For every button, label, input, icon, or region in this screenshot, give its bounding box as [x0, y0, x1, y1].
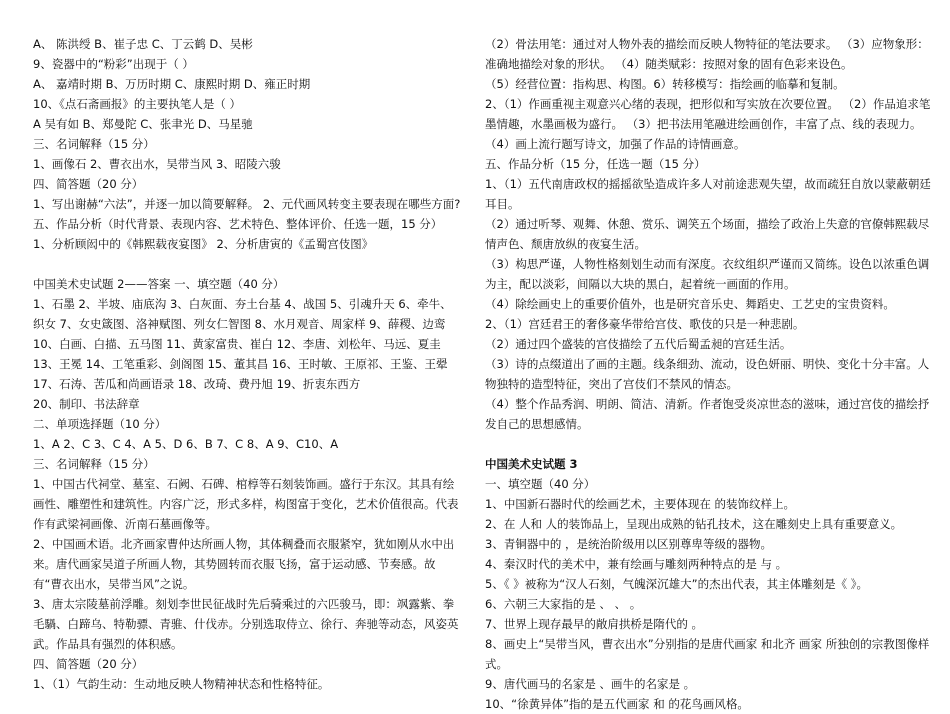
text-line: 1、画像石 2、曹衣出水，吴带当风 3、昭陵六骏	[33, 157, 281, 171]
spacer	[485, 434, 940, 454]
text-line: 1、中国新石器时代的绘画艺术，主要体现在 的装饰纹样上。	[485, 497, 795, 511]
text-line: 2、（1）作画重视主观意兴心绪的表现，把形似和写实放在次要位置。 （2）作品追求笔墨情趣，水墨画极为盛行。 （3）把书法用笔融进绘画创作，丰富了点、线的表现力。	[485, 97, 931, 131]
section-heading: 三、名词解释（15 分）	[33, 457, 155, 471]
text-line: 1、分析顾闳中的《韩熙载夜宴图》 2、分析唐寅的《孟蜀宫伎图》	[33, 237, 374, 251]
answer-title: 中国美术史试题 2——答案 一、填空题（40 分）	[33, 277, 285, 291]
text-line: （4）整个作品秀润、明朗、简洁、清新。作者饱受炎凉世态的滋味，通过宫伎的描绘抒发自己的思想感情。	[485, 397, 930, 431]
section-heading: 一、填空题（40 分）	[485, 477, 596, 491]
text-line: 1、（1）五代南唐政权的摇摇欲坠造成许多人对前途悲观失望，故而疏狂自放以蒙蔽朝廷耳目。	[485, 177, 931, 211]
exam-title: 中国美术史试题 3	[485, 457, 578, 471]
section-heading: 二、单项选择题（10 分）	[33, 417, 167, 431]
text-line: （5）经营位置：指构思、构图。6）转移模写：指绘画的临摹和复制。	[485, 77, 845, 91]
text-line: 1、写出谢赫“六法”，并逐一加以简要解释。 2、元代画风转变主要表现在哪些方面?	[33, 197, 461, 211]
text-line: （2）骨法用笔：通过对人物外表的描绘而反映人物特征的笔法要求。 （3）应物象形：准确地描绘对象的形状。 （4）随类赋彩：按照对象的固有色彩来设色。	[485, 37, 929, 71]
text-line: 1、中国古代祠堂、墓室、石阙、石碑、棺椁等石刻装饰画。盛行于东汉。其具有绘画性、雕塑性和建筑性。内容广泛，形式多样，构图富于变化，艺术价值很高。代表作有武梁祠画像、沂南石墓画像等。	[33, 477, 459, 531]
text-line: （3）构思严谨，人物性格刻划生动而有深度。衣纹组织严谨而又简练。设色以浓重色调为主，配以淡彩，间隔以大块的黑白，起着统一画面的作用。	[485, 257, 930, 291]
text-line: 17、石涛、苦瓜和尚画语录 18、改琦、费丹旭 19、折衷东西方	[33, 377, 361, 391]
section-heading: 三、名词解释（15 分）	[33, 137, 155, 151]
text-line: A、 陈洪绶 B、崔子忠 C、丁云鹤 D、吴彬	[33, 37, 253, 51]
right-column	[485, 34, 940, 714]
text-line: 20、制印、书法辞章	[33, 397, 140, 411]
text-line: 4、秦汉时代的美术中，兼有绘画与雕刻两种特点的是 与 。	[485, 557, 788, 571]
text-line: （2）通过听琴、观舞、休憩、赏乐、调笑五个场面，描绘了政治上失意的官僚韩熙载尽情声色、颓唐放纵的夜宴生活。	[485, 217, 930, 251]
text-line: 7、世界上现存最早的敞肩拱桥是隋代的 。	[485, 617, 703, 631]
text-line: 10、《点石斋画报》的主要执笔人是（ ）	[33, 97, 242, 111]
text-line: （4）除绘画史上的重要价值外，也是研究音乐史、舞蹈史、工艺史的宝贵资料。	[485, 297, 895, 311]
text-line: 1、石墨 2、半坡、庙底沟 3、白灰面、夯土台基 4、战国 5、引魂升天 6、牵牛、织女 7、女史箴图、洛神赋图、列女仁智图 8、水月观音、周家样 9、薛稷、边鸾	[33, 297, 452, 331]
text-line: 8、画史上“吴带当风，曹衣出水”分别指的是唐代画家 和北齐 画家 所独创的宗教图像样式。	[485, 637, 930, 671]
spacer	[33, 254, 463, 274]
section-heading: 四、简答题（20 分）	[33, 657, 144, 671]
text-line: （4）画上流行题写诗文，加强了作品的诗情画意。	[485, 137, 746, 151]
left-column	[33, 34, 463, 694]
text-line: 10、白画、白描、五马图 11、黄家富贵、崔白 12、李唐、刘松年、马远、夏圭	[33, 337, 441, 351]
text-line: 6、六朝三大家指的是 、 、 。	[485, 597, 642, 611]
text-line: 9、唐代画马的名家是 、画牛的名家是 。	[485, 677, 696, 691]
text-line: 3、唐太宗陵墓前浮雕。刻划李世民征战时先后骑乘过的六匹骏马，即：飒露紫、拳毛騧、白蹄乌、特勒骠、青骓、什伐赤。分别选取侍立、徐行、奔驰等动态，风姿英武。作品具有强烈的体积感。	[33, 597, 459, 651]
text-line: 2、中国画术语。北齐画家曹仲达所画人物，其体稠叠而衣服紧窄，犹如刚从水中出来。唐代画家吴道子所画人物，其势圆转而衣服飞扬，富于运动感、节奏感。故有“曹衣出水，吴带当风”之说。	[33, 537, 455, 591]
text-line: 1、（1）气韵生动：生动地反映人物精神状态和性格特征。	[33, 677, 330, 691]
text-line: 1、A 2、C 3、C 4、A 5、D 6、B 7、C 8、A 9、C10、A	[33, 437, 339, 451]
text-line: （3）诗的点缀道出了画的主题。线条细劲、流动，设色妍丽、明快、变化十分丰富。人物独特的造型特征，突出了宫伎们不禁风的情态。	[485, 357, 930, 391]
section-heading: 五、作品分析（15 分，任选一题（15 分）	[485, 157, 706, 171]
text-line: A、 嘉靖时期 B、万历时期 C、康熙时期 D、雍正时期	[33, 77, 311, 91]
text-line: 9、瓷器中的“粉彩”出现于（ ）	[33, 57, 194, 71]
text-line: 2、（1）宫廷君王的奢侈豪华带给宫伎、歌伎的只是一种悲剧。	[485, 317, 805, 331]
text-line: 13、王冕 14、工笔重彩、剑阁图 15、董其昌 16、王时敏、王原祁、王鉴、王翚	[33, 357, 448, 371]
text-line: 5、《 》被称为“汉人石刻，气魄深沉雄大”的杰出代表，其主体雕刻是《 》。	[485, 577, 869, 591]
text-line: （2）通过四个盛装的宫伎描绘了五代后蜀孟昶的宫廷生活。	[485, 337, 792, 351]
text-line: 3、青铜器中的 ，是统治阶级用以区别尊卑等级的器物。	[485, 537, 772, 551]
text-line: 10、“徐黄异体”指的是五代画家 和 的花鸟画风格。	[485, 697, 749, 711]
section-heading: 四、简答题（20 分）	[33, 177, 144, 191]
text-line: 2、在 人和 人的装饰品上，呈现出成熟的钻孔技术，这在雕刻史上具有重要意义。	[485, 517, 903, 531]
section-heading: 五、作品分析（时代背景、表现内容、艺术特色、整体评价、任选一题，15 分）	[33, 217, 443, 231]
text-line: A 吴有如 B、郑曼陀 C、张聿光 D、马星驰	[33, 117, 253, 131]
